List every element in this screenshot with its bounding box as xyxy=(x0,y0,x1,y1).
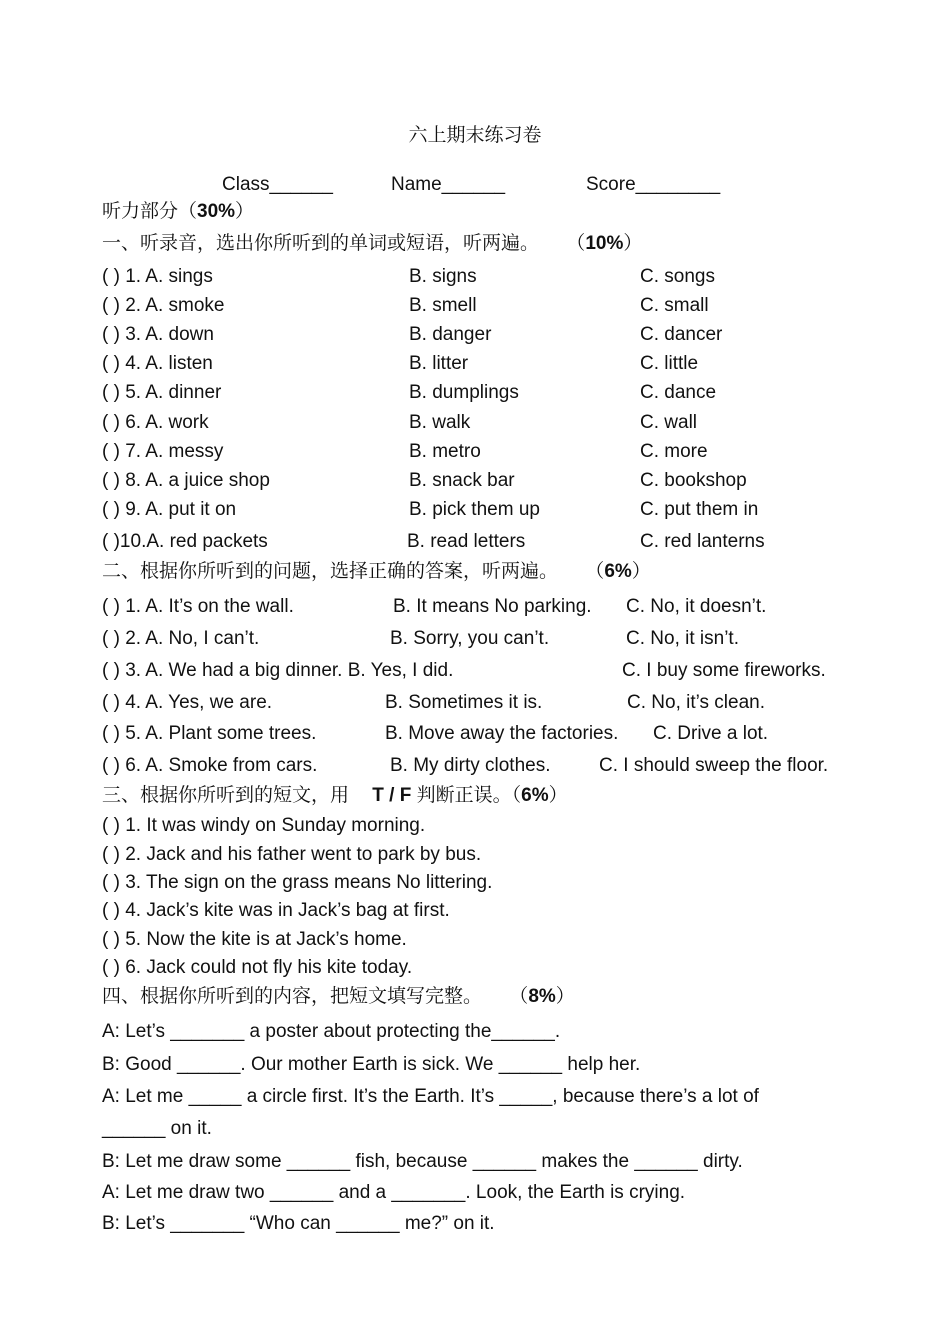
section1-pct-open: （ xyxy=(566,233,586,254)
section3-statement[interactable]: ( ) 5. Now the kite is at Jack’s home. xyxy=(102,929,407,950)
section1-pct-close: ） xyxy=(623,233,643,254)
section2-question[interactable]: ( ) 3. A. We had a big dinner. B. Yes, I did. xyxy=(102,660,454,681)
section1-option-b: B. danger xyxy=(409,324,492,345)
section1-option-b: B. snack bar xyxy=(409,470,515,491)
section3-heading xyxy=(102,786,568,805)
section1-heading xyxy=(102,234,642,253)
section2-question[interactable]: ( ) 1. A. It’s on the wall. xyxy=(102,596,294,617)
section2-option-b: B. Sorry, you can’t. xyxy=(390,628,550,649)
section3-pct-close: ） xyxy=(548,785,568,806)
section1-question[interactable]: ( ) 2. A. smoke xyxy=(102,295,225,316)
section1-question[interactable]: ( ) 9. A. put it on xyxy=(102,499,237,520)
section1-question[interactable]: ( )10.A. red packets xyxy=(102,531,268,552)
section2-option-b: B. My dirty clothes. xyxy=(390,755,551,776)
section1-option-c: C. wall xyxy=(640,412,698,433)
listening-pct: 30% xyxy=(197,201,236,222)
section1-question[interactable]: ( ) 7. A. messy xyxy=(102,441,224,462)
listening-heading xyxy=(102,202,254,221)
section3-pct: 6% xyxy=(521,785,549,806)
section1-question[interactable]: ( ) 3. A. down xyxy=(102,324,214,345)
section1-pct: 10% xyxy=(585,233,624,254)
section2-pct-close: ） xyxy=(631,561,651,582)
section1-option-b: B. signs xyxy=(409,266,477,287)
section1-option-b: B. walk xyxy=(409,412,471,433)
section3-heading-a: 三、根据你所听到的短文，用 xyxy=(102,785,350,806)
section2-option-c: C. No, it’s clean. xyxy=(627,692,765,713)
section4-pct: 8% xyxy=(528,986,556,1007)
section1-option-c: C. small xyxy=(640,295,709,316)
section4-heading xyxy=(102,987,575,1006)
section4-line[interactable]: A: Let me _____ a circle first. It’s the Earth. It’s _____, because there’s a lot of xyxy=(102,1086,759,1107)
section3-statement[interactable]: ( ) 6. Jack could not fly his kite today. xyxy=(102,957,413,978)
section1-option-c: C. bookshop xyxy=(640,470,747,491)
section3-statement[interactable]: ( ) 4. Jack’s kite was in Jack’s bag at first. xyxy=(102,900,450,921)
score-field[interactable]: Score________ xyxy=(586,174,721,195)
section1-option-b: B. litter xyxy=(409,353,469,374)
section1-option-b: B. pick them up xyxy=(409,499,540,520)
section4-line[interactable]: A: Let’s _______ a poster about protecting the______. xyxy=(102,1021,561,1042)
section1-option-c: C. dancer xyxy=(640,324,723,345)
page-title: 六上期末练习卷 xyxy=(408,125,542,146)
section2-option-b: B. Sometimes it is. xyxy=(385,692,543,713)
section2-pct: 6% xyxy=(604,561,632,582)
section4-line[interactable]: ______ on it. xyxy=(102,1118,212,1139)
section1-option-c: C. songs xyxy=(640,266,715,287)
section4-pct-open: （ xyxy=(509,986,529,1007)
section2-option-c: C. I should sweep the floor. xyxy=(599,755,829,776)
section3-heading-b: 判断正误。（ xyxy=(416,785,522,806)
section2-option-c: C. Drive a lot. xyxy=(653,723,769,744)
section2-pct-open: （ xyxy=(585,561,605,582)
section2-option-b: B. Move away the factories. xyxy=(385,723,619,744)
section1-option-b: B. dumplings xyxy=(409,382,519,403)
section1-heading-text: 一、听录音，选出你所听到的单词或短语，听两遍。 xyxy=(102,233,540,254)
section1-option-b: B. read letters xyxy=(407,531,526,552)
section4-pct-close: ） xyxy=(555,986,575,1007)
section4-line[interactable]: B: Let’s _______ “Who can ______ me?” on it. xyxy=(102,1213,495,1234)
section1-option-c: C. dance xyxy=(640,382,717,403)
section3-statement[interactable]: ( ) 2. Jack and his father went to park by bus. xyxy=(102,844,482,865)
section1-question[interactable]: ( ) 5. A. dinner xyxy=(102,382,222,403)
section4-line[interactable]: B: Let me draw some ______ fish, because ______ makes the ______ dirty. xyxy=(102,1151,743,1172)
section1-question[interactable]: ( ) 1. A. sings xyxy=(102,266,213,287)
section1-question[interactable]: ( ) 8. A. a juice shop xyxy=(102,470,270,491)
section1-option-c: C. more xyxy=(640,441,708,462)
section4-line[interactable]: B: Good ______. Our mother Earth is sick. We ______ help her. xyxy=(102,1054,641,1075)
section2-option-c: C. No, it doesn’t. xyxy=(626,596,767,617)
section1-option-b: B. metro xyxy=(409,441,481,462)
section2-question[interactable]: ( ) 2. A. No, I can’t. xyxy=(102,628,260,649)
section2-option-c: C. No, it isn’t. xyxy=(626,628,739,649)
section1-option-b: B. smell xyxy=(409,295,477,316)
section1-option-c: C. little xyxy=(640,353,699,374)
section3-statement[interactable]: ( ) 1. It was windy on Sunday morning. xyxy=(102,815,426,836)
name-field[interactable]: Name______ xyxy=(391,174,506,195)
section4-heading-text: 四、根据你所听到的内容，把短文填写完整。 xyxy=(102,986,483,1007)
section2-option-c: C. I buy some fireworks. xyxy=(622,660,826,681)
section4-line[interactable]: A: Let me draw two ______ and a _______. Look, the Earth is crying. xyxy=(102,1182,686,1203)
section2-option-b: B. It means No parking. xyxy=(393,596,592,617)
section3-statement[interactable]: ( ) 3. The sign on the grass means No littering. xyxy=(102,872,493,893)
section2-question[interactable]: ( ) 4. A. Yes, we are. xyxy=(102,692,273,713)
listening-label: 听力部分（ xyxy=(102,201,198,222)
section1-option-c: C. red lanterns xyxy=(640,531,765,552)
section3-tf: T / F xyxy=(372,785,412,806)
section1-question[interactable]: ( ) 4. A. listen xyxy=(102,353,213,374)
section1-question[interactable]: ( ) 6. A. work xyxy=(102,412,209,433)
section2-heading xyxy=(102,562,651,581)
class-field[interactable]: Class______ xyxy=(222,174,333,195)
section1-option-c: C. put them in xyxy=(640,499,759,520)
section2-question[interactable]: ( ) 6. A. Smoke from cars. xyxy=(102,755,318,776)
listening-close: ） xyxy=(235,201,255,222)
section2-heading-text: 二、根据你所听到的问题，选择正确的答案，听两遍。 xyxy=(102,561,559,582)
section2-question[interactable]: ( ) 5. A. Plant some trees. xyxy=(102,723,317,744)
